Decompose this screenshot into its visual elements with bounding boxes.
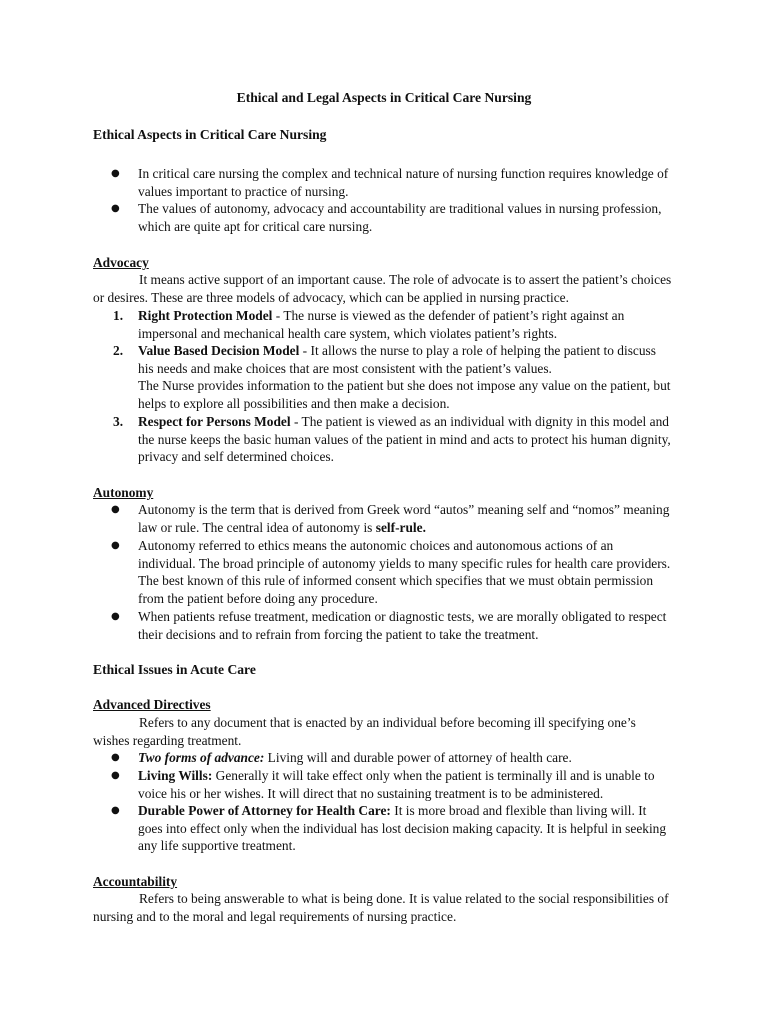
bullet-icon: ● [111,504,120,515]
accountability-heading: Accountability [93,874,178,889]
bullet-icon: ● [111,611,120,622]
item-text: Generally it will take effect only when the patient is terminally ill and is unable to voice his or her wishes. It will direct that no sustaining treatment is to be administered. [138,768,655,801]
bullet-icon: ● [111,168,120,179]
ethical-issues-heading: Ethical Issues in Acute Care [93,662,256,677]
list-item [111,537,674,608]
item-text: Living will and durable power of attorney of health care. [264,750,572,765]
list-item-text: In critical care nursing the complex and technical nature of nursing function requires knowledge of values important to practice of nursing. [138,166,669,199]
list-item [111,749,674,767]
item-term: Two forms of advance: [138,750,265,765]
document-title: Ethical and Legal Aspects in Critical Care Nursing [236,90,532,105]
list-item-text: Autonomy is the term that is derived from Greek word “autos” meaning self and “nomos” meaning law or rule. The central idea of autonomy is [138,502,670,535]
advanced-directives-heading: Advanced Directives [93,697,211,712]
document-page [93,0,675,1024]
item-term: Right Protection Model [138,308,273,323]
advocacy-item-1 [113,307,674,342]
item-text: It allows the nurse to play a role of helping the patient to discuss his needs and make choices that are most consistent with the patient’s values. [138,343,656,376]
list-item [111,200,674,235]
bullet-icon: ● [111,540,120,551]
item-term: Respect for Persons Model [138,414,291,429]
advocacy-item-3 [113,413,674,466]
item-term: Living Wills: [138,768,213,783]
list-item [111,608,674,643]
list-item [111,165,674,200]
bullet-icon: ● [111,805,120,816]
item-number: 2. [113,343,124,358]
list-item-text: The values of autonomy, advocacy and accountability are traditional values in nursing profession, which are quite apt for critical care nursing. [138,201,662,234]
list-item-text: When patients refuse treatment, medication or diagnostic tests, we are morally obligated to respect their decisions and to refrain from forcing the patient to take the treatment. [138,609,667,642]
accountability-text: Refers to being answerable to what is being done. It is value related to the social responsibilities of nursing and to the moral and legal requirements of nursing practice. [93,891,669,924]
ethical-aspects-heading: Ethical Aspects in Critical Care Nursing [93,127,327,142]
item-separator: - [299,343,311,358]
advocacy-intro: It means active support of an important cause. The role of advocate is to assert the patient’s choices or desires. These are three models of advocacy, which can be applied in nursing practice. [93,272,672,305]
item-separator: - [290,414,302,429]
list-item [111,802,674,855]
item-extra-text: The Nurse provides information to the patient but she does not impose any value on the patient, but helps to explore all possibilities and then make a decision. [138,378,671,412]
bullet-icon: ● [111,752,120,763]
item-number: 3. [113,414,124,429]
item-text: It is more broad and flexible than living will. It goes into effect only when the individual has lost decision making capacity. It is helpful in seeking any life supportive treatment. [138,803,667,854]
item-number: 1. [113,308,124,323]
autonomy-heading: Autonomy [93,485,154,500]
advocacy-heading: Advocacy [93,255,149,270]
advanced-directives-intro: Refers to any document that is enacted by an individual before becoming ill specifying one’s wishes regarding treatment. [93,715,636,748]
bullet-icon: ● [111,203,120,214]
item-separator: - [272,308,284,323]
item-text: The patient is viewed as an individual with dignity in this model and the nurse keeps the basic human values of the patient in mind and acts to protect his human dignity, privacy and self determined choices. [138,414,671,465]
item-text: The nurse is viewed as the defender of patient’s right against an impersonal and mechanical health care system, which violates patient’s rights. [138,308,625,341]
advocacy-item-2 [113,342,674,413]
self-rule-text: self-rule. [375,519,426,535]
list-item [111,501,674,536]
list-item-text: Autonomy referred to ethics means the autonomic choices and autonomous actions of an individual. The broad principle of autonomy yields to many specific rules for health care providers. The best known of this rule of informed consent which specifies that we must obtain permission from the patient before doing any procedure. [138,538,671,607]
item-term: Durable Power of Attorney for Health Care: [138,803,391,818]
bullet-icon: ● [111,770,120,781]
item-term: Value Based Decision Model [138,343,300,358]
list-item [111,767,674,802]
